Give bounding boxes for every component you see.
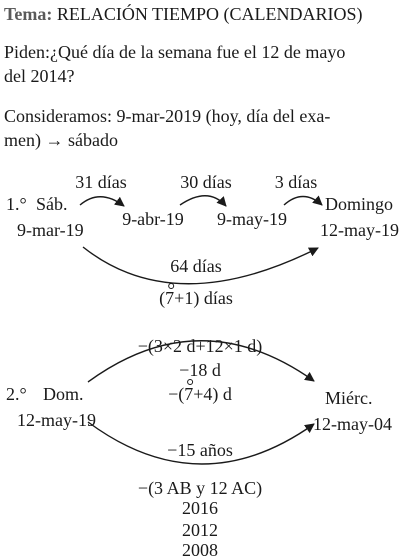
- step1-mod-open: (: [159, 288, 166, 308]
- step1-mod-rest: +1) días: [174, 288, 233, 308]
- step2-year-3: 2008: [182, 540, 218, 560]
- header-label: Tema:: [4, 4, 53, 24]
- step2-top-line1: −(3×2 d+12×1 d): [137, 336, 263, 356]
- step2-bottom-line2: −(3 AB y 12 AC): [137, 478, 263, 498]
- step1-start-date: 9-mar-19: [17, 220, 84, 240]
- step2-bottom-line1: −15 años: [167, 440, 233, 460]
- step2-top-line3: [168, 384, 232, 404]
- question-line-1: Piden:¿Qué día de la semana fue el 12 de mayo: [4, 42, 346, 62]
- step1-gap2: 30 días: [180, 172, 232, 192]
- arrow-31-dias: [80, 197, 124, 206]
- premise-line-2: men) → sábado: [4, 130, 118, 150]
- step2-end-date: 12-may-04: [313, 414, 392, 434]
- arrow-30-dias: [180, 196, 226, 206]
- step2-year-2: 2012: [182, 520, 218, 540]
- step1-gap3: 3 días: [274, 172, 318, 192]
- step2-mod-seven: 7: [184, 384, 194, 404]
- header-title: RELACIÓN TIEMPO (CALENDARIOS): [56, 4, 363, 24]
- step2-number: 2.°: [6, 384, 27, 404]
- step1-modulo: [159, 288, 233, 308]
- step1-end-date: 12-may-19: [320, 220, 399, 240]
- step1-start-day: Sáb.: [36, 194, 68, 214]
- step2-top-line2: −18 d: [179, 360, 221, 380]
- step1-end-day: Domingo: [325, 194, 394, 214]
- step2-year-1: 2016: [182, 498, 218, 518]
- step2-mod-rest: +4) d: [193, 384, 232, 404]
- step1-gap1: 31 días: [75, 172, 127, 192]
- step2-start-day: Dom.: [43, 384, 84, 404]
- step2-end-day: Miérc.: [325, 388, 373, 408]
- arrow-3-dias: [284, 197, 322, 206]
- step1-mid2: 9-may-19: [217, 209, 287, 229]
- step2-mod-open: −(: [168, 384, 185, 404]
- step2-start-date: 12-may-19: [17, 410, 96, 430]
- question-line-2: del 2014?: [4, 66, 75, 86]
- step1-mid1: 9-abr-19: [122, 209, 184, 229]
- step1-mod-seven: 7: [165, 288, 175, 308]
- step1-total: 64 días: [170, 256, 222, 276]
- step1-number: 1.°: [6, 194, 27, 214]
- premise-line-1: Consideramos: 9-mar-2019 (hoy, día del exa-: [4, 106, 331, 126]
